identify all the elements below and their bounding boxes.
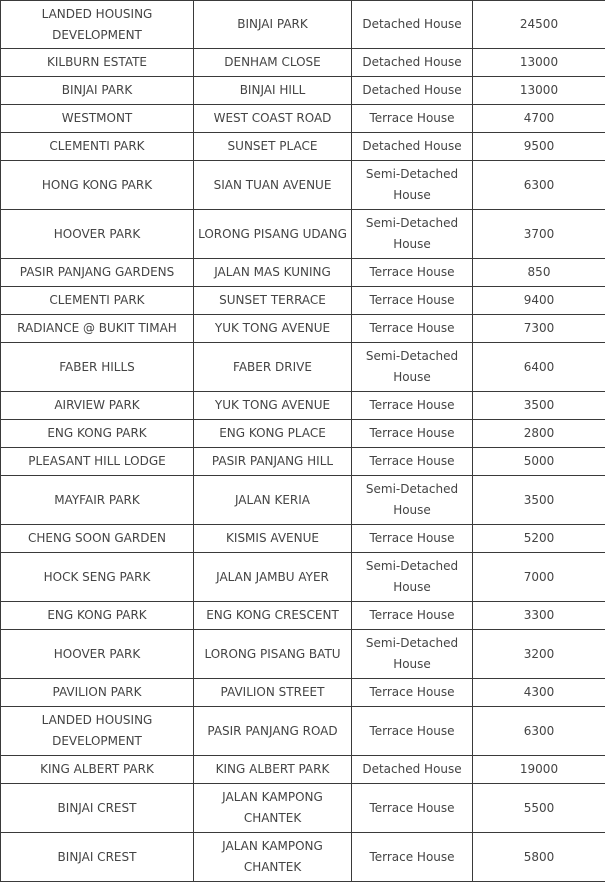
cell-area: 3500 xyxy=(473,476,605,525)
cell-project: BINJAI PARK xyxy=(1,77,194,105)
table-row xyxy=(1,630,605,679)
cell-project: LANDED HOUSING DEVELOPMENT xyxy=(1,707,194,756)
cell-property-type: Terrace House xyxy=(352,315,473,343)
cell-property-type: Terrace House xyxy=(352,602,473,630)
table-row xyxy=(1,1,605,49)
cell-street: JALAN KERIA xyxy=(194,476,352,525)
cell-project: BINJAI CREST xyxy=(1,784,194,833)
cell-street: WEST COAST ROAD xyxy=(194,105,352,133)
cell-area: 5800 xyxy=(473,833,605,882)
cell-project: ENG KONG PARK xyxy=(1,420,194,448)
cell-property-type: Detached House xyxy=(352,756,473,784)
table-row xyxy=(1,133,605,161)
cell-street: YUK TONG AVENUE xyxy=(194,392,352,420)
cell-street: PAVILION STREET xyxy=(194,679,352,707)
cell-property-type: Terrace House xyxy=(352,784,473,833)
cell-area: 3700 xyxy=(473,210,605,259)
cell-project: RADIANCE @ BUKIT TIMAH xyxy=(1,315,194,343)
cell-project: BINJAI CREST xyxy=(1,833,194,882)
cell-property-type: Terrace House xyxy=(352,105,473,133)
cell-area: 7300 xyxy=(473,315,605,343)
cell-street: JALAN KAMPONG CHANTEK xyxy=(194,784,352,833)
cell-street: JALAN MAS KUNING xyxy=(194,259,352,287)
cell-street: FABER DRIVE xyxy=(194,343,352,392)
table-row xyxy=(1,476,605,525)
table-body xyxy=(1,1,605,882)
cell-property-type: Terrace House xyxy=(352,525,473,553)
cell-area: 5500 xyxy=(473,784,605,833)
table-row xyxy=(1,602,605,630)
table-row xyxy=(1,210,605,259)
cell-property-type: Terrace House xyxy=(352,392,473,420)
cell-street: JALAN KAMPONG CHANTEK xyxy=(194,833,352,882)
cell-property-type: Detached House xyxy=(352,133,473,161)
table-row xyxy=(1,448,605,476)
cell-property-type: Terrace House xyxy=(352,679,473,707)
cell-street: BINJAI PARK xyxy=(194,1,352,49)
cell-property-type: Semi-Detached House xyxy=(352,161,473,210)
cell-street: PASIR PANJANG HILL xyxy=(194,448,352,476)
cell-project: KING ALBERT PARK xyxy=(1,756,194,784)
table-row xyxy=(1,105,605,133)
cell-project: ENG KONG PARK xyxy=(1,602,194,630)
cell-project: CLEMENTI PARK xyxy=(1,287,194,315)
cell-area: 6300 xyxy=(473,161,605,210)
cell-project: HOOVER PARK xyxy=(1,630,194,679)
table-row xyxy=(1,161,605,210)
cell-area: 13000 xyxy=(473,77,605,105)
cell-area: 24500 xyxy=(473,1,605,49)
cell-area: 9500 xyxy=(473,133,605,161)
cell-project: AIRVIEW PARK xyxy=(1,392,194,420)
table-row xyxy=(1,784,605,833)
table-row xyxy=(1,287,605,315)
cell-property-type: Terrace House xyxy=(352,833,473,882)
table-row xyxy=(1,756,605,784)
cell-street: YUK TONG AVENUE xyxy=(194,315,352,343)
cell-project: KILBURN ESTATE xyxy=(1,49,194,77)
cell-property-type: Detached House xyxy=(352,1,473,49)
cell-area: 5000 xyxy=(473,448,605,476)
cell-project: CHENG SOON GARDEN xyxy=(1,525,194,553)
cell-project: PLEASANT HILL LODGE xyxy=(1,448,194,476)
cell-street: LORONG PISANG BATU xyxy=(194,630,352,679)
cell-area: 850 xyxy=(473,259,605,287)
table-row xyxy=(1,420,605,448)
cell-area: 9400 xyxy=(473,287,605,315)
cell-project: HOOVER PARK xyxy=(1,210,194,259)
cell-project: MAYFAIR PARK xyxy=(1,476,194,525)
cell-property-type: Terrace House xyxy=(352,259,473,287)
cell-street: BINJAI HILL xyxy=(194,77,352,105)
cell-project: HONG KONG PARK xyxy=(1,161,194,210)
table-row xyxy=(1,525,605,553)
cell-project: PASIR PANJANG GARDENS xyxy=(1,259,194,287)
cell-area: 7000 xyxy=(473,553,605,602)
cell-street: PASIR PANJANG ROAD xyxy=(194,707,352,756)
table-row xyxy=(1,77,605,105)
cell-area: 6400 xyxy=(473,343,605,392)
cell-street: JALAN JAMBU AYER xyxy=(194,553,352,602)
cell-area: 19000 xyxy=(473,756,605,784)
cell-area: 4700 xyxy=(473,105,605,133)
cell-project: FABER HILLS xyxy=(1,343,194,392)
cell-area: 3300 xyxy=(473,602,605,630)
cell-area: 2800 xyxy=(473,420,605,448)
cell-street: KISMIS AVENUE xyxy=(194,525,352,553)
table-row xyxy=(1,49,605,77)
table-row xyxy=(1,259,605,287)
cell-area: 13000 xyxy=(473,49,605,77)
cell-project: HOCK SENG PARK xyxy=(1,553,194,602)
cell-project: WESTMONT xyxy=(1,105,194,133)
cell-street: SUNSET PLACE xyxy=(194,133,352,161)
cell-property-type: Detached House xyxy=(352,77,473,105)
cell-area: 4300 xyxy=(473,679,605,707)
cell-property-type: Semi-Detached House xyxy=(352,630,473,679)
cell-project: PAVILION PARK xyxy=(1,679,194,707)
cell-street: DENHAM CLOSE xyxy=(194,49,352,77)
table-row xyxy=(1,343,605,392)
cell-street: LORONG PISANG UDANG xyxy=(194,210,352,259)
table-row xyxy=(1,833,605,882)
cell-street: SIAN TUAN AVENUE xyxy=(194,161,352,210)
cell-property-type: Semi-Detached House xyxy=(352,343,473,392)
cell-property-type: Terrace House xyxy=(352,420,473,448)
table-row xyxy=(1,679,605,707)
cell-project: CLEMENTI PARK xyxy=(1,133,194,161)
cell-property-type: Terrace House xyxy=(352,707,473,756)
table-row xyxy=(1,707,605,756)
cell-property-type: Detached House xyxy=(352,49,473,77)
cell-area: 6300 xyxy=(473,707,605,756)
cell-project: LANDED HOUSING DEVELOPMENT xyxy=(1,1,194,49)
cell-street: ENG KONG CRESCENT xyxy=(194,602,352,630)
table-row xyxy=(1,392,605,420)
cell-property-type: Terrace House xyxy=(352,448,473,476)
cell-property-type: Semi-Detached House xyxy=(352,553,473,602)
cell-area: 3200 xyxy=(473,630,605,679)
cell-street: SUNSET TERRACE xyxy=(194,287,352,315)
table-row xyxy=(1,553,605,602)
table-row xyxy=(1,315,605,343)
cell-property-type: Semi-Detached House xyxy=(352,210,473,259)
cell-property-type: Terrace House xyxy=(352,287,473,315)
cell-area: 5200 xyxy=(473,525,605,553)
cell-street: KING ALBERT PARK xyxy=(194,756,352,784)
cell-property-type: Semi-Detached House xyxy=(352,476,473,525)
cell-area: 3500 xyxy=(473,392,605,420)
cell-street: ENG KONG PLACE xyxy=(194,420,352,448)
